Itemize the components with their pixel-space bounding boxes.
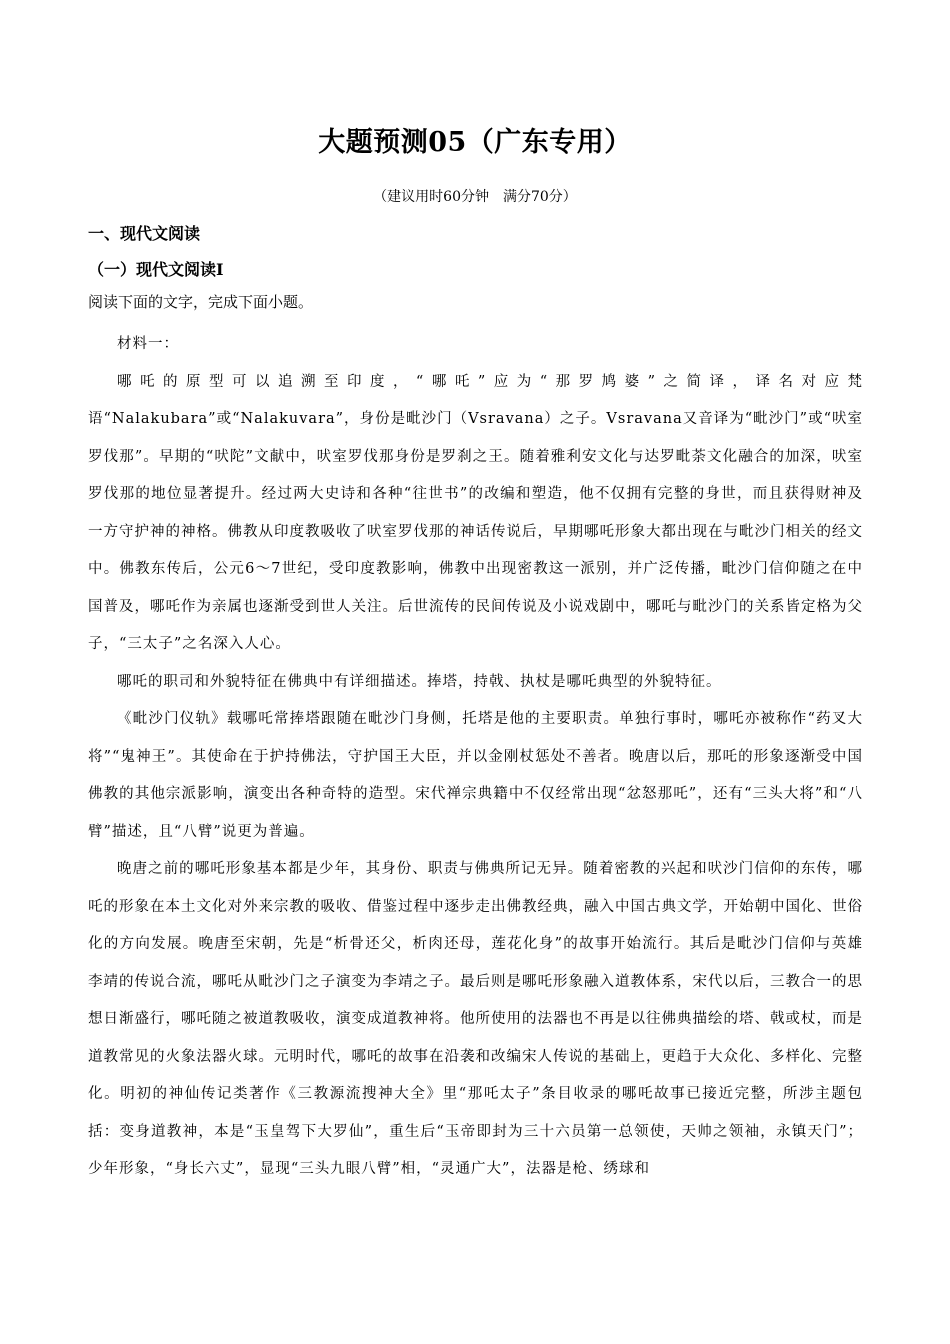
document-subtitle: （建议用时60分钟 满分70分） bbox=[373, 189, 577, 205]
subsection-heading: （一）现代文阅读Ⅰ bbox=[88, 260, 224, 279]
section-heading: 一、现代文阅读 bbox=[88, 224, 201, 243]
instruction-text: 阅读下面的文字，完成下面小题。 bbox=[88, 293, 314, 311]
paragraph: 晚唐之前的哪吒形象基本都是少年，其身份、职责与佛典所记无异。随着密教的兴起和吠沙门信仰的东传，哪吒的形象在本土文化对外来宗教的吸收、借鉴过程中逐步走出佛教经典，融入中国古典文学，开始朝中国化、世俗化的方向发展。晚唐至宋朝，先是“析骨还父，析肉还母，莲花化身”的故事开始流行。其后是毗沙门信仰与英雄李靖的传说合流，哪吒从毗沙门之子演变为李靖之子。最后则是哪吒形象融入道教体系，宋代以后，三教合一的思想日渐盛行，哪吒随之被道教吸收，演变成道教神将。他所使用的法器也不再是以往佛典描绘的塔、戟或杖，而是道教常见的火象法器火球。元明时代，哪吒的故事在沿袭和改编宋人传说的基础上，更趋于大众化、多样化、完整化。明初的神仙传记类著作《三教源流搜神大全》里“那吒太子”条目收录的哪吒故事已接近完整，所涉主题包括：变身道教神，本是“玉皇驾下大罗仙”，重生后“玉帝即封为三十六员第一总领使，天帅之领袖，永镇天门”；少年形象，“身长六丈”，显现“三头九眼八臂”相，“灵通广大”，法器是枪、绣球和 bbox=[88, 861, 863, 1177]
reading-passage bbox=[88, 326, 863, 1189]
paragraph: 哪吒的原型可以追溯至印度，“哪吒”应为“那罗鸠婆”之简译，译名对应梵语“Nalakubara”或“Nalakuvara”，身份是毗沙门（Vsravana）之子。Vsravana又音译为“毗沙门”或“吠室罗伐那”。早期的“吠陀”文献中，吠室罗伐那身份是罗刹之王。随着雅利安文化与达罗毗荼文化融合的加深，吠室罗伐那的地位显著提升。经过两大史诗和各种“往世书”的改编和塑造，他不仅拥有完整的身世，而且获得财神及一方守护神的神格。佛教从印度教吸收了吠室罗伐那的神话传说后，早期哪吒形象大都出现在与毗沙门相关的经文中。佛教东传后，公元6～7世纪，受印度教影响，佛教中出现密教这一派别，并广泛传播，毗沙门信仰随之在中国普及，哪吒作为亲属也逐渐受到世人关注。后世流传的民间传说及小说戏剧中，哪吒与毗沙门的关系皆定格为父子，“三太子”之名深入人心。 bbox=[88, 373, 863, 652]
document-title: 大题预测05（广东专用） bbox=[318, 127, 632, 158]
paragraph: 哪吒的职司和外貌特征在佛典中有详细描述。捧塔，持戟、执杖是哪吒典型的外貌特征。 bbox=[117, 673, 722, 690]
paragraph: 《毗沙门仪轨》载哪吒常捧塔跟随在毗沙门身侧，托塔是他的主要职责。单独行事时，哪吒亦被称作“药叉大将”“鬼神王”。其使命在于护持佛法，守护国王大臣，并以金刚杖惩处不善者。晚唐以后，那吒的形象逐渐受中国佛教的其他宗派影响，演变出各种奇特的造型。宋代禅宗典籍中不仅经常出现“忿怒那吒”，还有“三头大将”和“八臂”描述，且“八臂”说更为普遍。 bbox=[88, 711, 863, 840]
material-label: 材料一： bbox=[117, 336, 179, 352]
